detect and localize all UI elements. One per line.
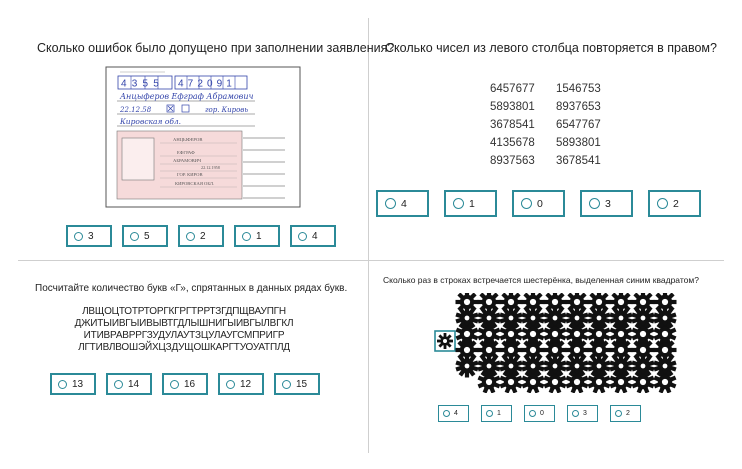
letter-row: ЛГТИВЛВОШЭЙХЦЗДУЩОШКАРГТУОУАТПЛД xyxy=(78,342,290,353)
radio-circle-icon xyxy=(114,380,123,389)
gear-icon xyxy=(587,355,610,378)
q4-option[interactable] xyxy=(481,405,512,422)
highlighted-gear-sample xyxy=(434,330,456,352)
option-label: 14 xyxy=(128,378,140,390)
number-row xyxy=(490,98,622,116)
q1-options xyxy=(66,225,346,247)
option-label: 3 xyxy=(605,197,611,210)
left-number: 4135678 xyxy=(490,137,535,149)
horizontal-divider xyxy=(18,260,724,261)
q3-option[interactable] xyxy=(274,373,320,395)
gear-grid xyxy=(455,293,690,393)
q4-options xyxy=(438,405,653,422)
radio-circle-icon xyxy=(453,198,464,209)
option-label: 4 xyxy=(312,230,318,242)
gear-icon xyxy=(499,307,522,330)
option-label: 0 xyxy=(537,197,543,210)
gear-icon xyxy=(653,355,676,378)
form-stamp-city: ГОР. КИРОВ xyxy=(177,172,203,177)
form-passport-series: 4355 xyxy=(121,78,165,90)
q4-option[interactable] xyxy=(524,405,555,422)
q3-option[interactable] xyxy=(106,373,152,395)
left-number: 3678541 xyxy=(490,119,535,131)
radio-circle-icon xyxy=(58,380,67,389)
radio-circle-icon xyxy=(443,410,450,417)
right-number: 6547767 xyxy=(556,119,601,131)
radio-circle-icon xyxy=(589,198,600,209)
letter-row: ДЖИТЫИВГЫИВЫВТГДЛЫШНИГЫИВГЫЛВГКЛ xyxy=(74,318,294,329)
radio-circle-icon xyxy=(486,410,493,417)
radio-circle-icon xyxy=(298,232,307,241)
q3-options xyxy=(50,373,330,395)
number-row xyxy=(490,152,622,170)
form-stamp-name: АНЦЫФЕРОВ xyxy=(173,137,203,142)
radio-circle-icon xyxy=(226,380,235,389)
gear-icon xyxy=(609,355,632,378)
radio-circle-icon xyxy=(385,198,396,209)
form-stamp-region: КИРОВСКАЯ ОБЛ. xyxy=(175,181,215,186)
gear-icon xyxy=(609,307,632,330)
gear-icon xyxy=(565,355,588,378)
option-label: 16 xyxy=(184,378,196,390)
letter-row: ЛВЩОЦТОТРТОРГКГРГТРРТЗГДПЩВАУПГН xyxy=(82,306,286,317)
q1-option[interactable] xyxy=(178,225,224,247)
option-label: 12 xyxy=(240,378,252,390)
q4-question: Сколько раз в строках встречается шестерёнка, выделенная синим квадратом? xyxy=(383,275,699,285)
q2-option[interactable] xyxy=(376,190,429,217)
left-number: 8937563 xyxy=(490,155,535,167)
passport-boxes xyxy=(118,76,247,90)
gear-icon xyxy=(543,307,566,330)
radio-circle-icon xyxy=(615,410,622,417)
radio-circle-icon xyxy=(170,380,179,389)
form-stamp-first: ЕФГРАФ xyxy=(177,150,195,155)
radio-circle-icon xyxy=(572,410,579,417)
option-label: 2 xyxy=(626,410,630,417)
option-label: 13 xyxy=(72,378,84,390)
letter-row: ИТИВРАВРРГЗУДУЛАУТЗЦУЛАУГСМПРИГР xyxy=(83,330,285,341)
q1-option[interactable] xyxy=(234,225,280,247)
form-stamp-date: 22.12.1958 xyxy=(201,165,220,170)
gear-icon xyxy=(477,355,500,378)
q3-option[interactable] xyxy=(162,373,208,395)
letter-rows xyxy=(60,306,308,354)
radio-circle-icon xyxy=(521,198,532,209)
q2-question: Сколько чисел из левого столбца повторяется в правом? xyxy=(385,41,717,55)
form-birth-place: гор. Кировь xyxy=(205,106,249,114)
q4-option[interactable] xyxy=(567,405,598,422)
gear-icon xyxy=(521,307,544,330)
radio-circle-icon xyxy=(282,380,291,389)
number-row xyxy=(490,116,622,134)
q1-option[interactable] xyxy=(122,225,168,247)
vertical-divider xyxy=(368,18,369,453)
option-label: 0 xyxy=(540,410,544,417)
q2-option[interactable] xyxy=(648,190,701,217)
option-label: 1 xyxy=(469,197,475,210)
left-number: 6457677 xyxy=(490,83,535,95)
q1-question: Сколько ошибок было допущено при заполнении заявления? xyxy=(37,41,395,55)
q3-option[interactable] xyxy=(50,373,96,395)
form-birth-date: 22.12.58 xyxy=(120,106,152,114)
q2-option[interactable] xyxy=(580,190,633,217)
radio-circle-icon xyxy=(130,232,139,241)
option-label: 3 xyxy=(88,230,94,242)
number-row xyxy=(490,134,622,152)
q2-option[interactable] xyxy=(512,190,565,217)
gear-icon xyxy=(477,307,500,330)
option-label: 15 xyxy=(296,378,308,390)
gear-icon xyxy=(455,307,478,330)
gear-icon xyxy=(437,333,453,349)
number-row xyxy=(490,80,622,98)
number-columns xyxy=(490,80,622,170)
gear-icon xyxy=(653,307,676,330)
right-number: 1546753 xyxy=(556,83,601,95)
gear-icon xyxy=(499,355,522,378)
form-passport-number: 472091 xyxy=(178,78,236,90)
option-label: 1 xyxy=(256,230,262,242)
right-number: 8937653 xyxy=(556,101,601,113)
option-label: 3 xyxy=(583,410,587,417)
q2-options xyxy=(376,190,716,217)
right-number: 3678541 xyxy=(556,155,601,167)
left-number: 5893801 xyxy=(490,101,535,113)
q3-option[interactable] xyxy=(218,373,264,395)
gear-icon xyxy=(631,307,654,330)
gear-icon xyxy=(543,355,566,378)
radio-circle-icon xyxy=(186,232,195,241)
form-stamp-patronymic: АБРАМОВИЧ xyxy=(173,158,202,163)
form-region: Кировская обл. xyxy=(120,117,182,126)
q1-option[interactable] xyxy=(66,225,112,247)
application-form-image xyxy=(105,66,301,208)
radio-circle-icon xyxy=(74,232,83,241)
radio-circle-icon xyxy=(657,198,668,209)
form-full-name: Анцыферов Ефграф Абрамович xyxy=(120,92,254,101)
q2-option[interactable] xyxy=(444,190,497,217)
gear-icon xyxy=(455,355,478,378)
gear-icon xyxy=(565,307,588,330)
option-label: 2 xyxy=(673,197,679,210)
gear-icon xyxy=(587,307,610,330)
option-label: 1 xyxy=(497,410,501,417)
right-number: 5893801 xyxy=(556,137,601,149)
radio-circle-icon xyxy=(242,232,251,241)
option-label: 5 xyxy=(144,230,150,242)
q1-option[interactable] xyxy=(290,225,336,247)
q3-question: Посчитайте количество букв «Г», спрятанных в данных рядах букв. xyxy=(35,283,348,294)
passport-page-pink xyxy=(117,131,242,199)
option-label: 4 xyxy=(401,197,407,210)
q4-option[interactable] xyxy=(438,405,469,422)
option-label: 4 xyxy=(454,410,458,417)
option-label: 2 xyxy=(200,230,206,242)
gear-icon xyxy=(521,355,544,378)
radio-circle-icon xyxy=(529,410,536,417)
q4-option[interactable] xyxy=(610,405,641,422)
gear-icon xyxy=(631,355,654,378)
